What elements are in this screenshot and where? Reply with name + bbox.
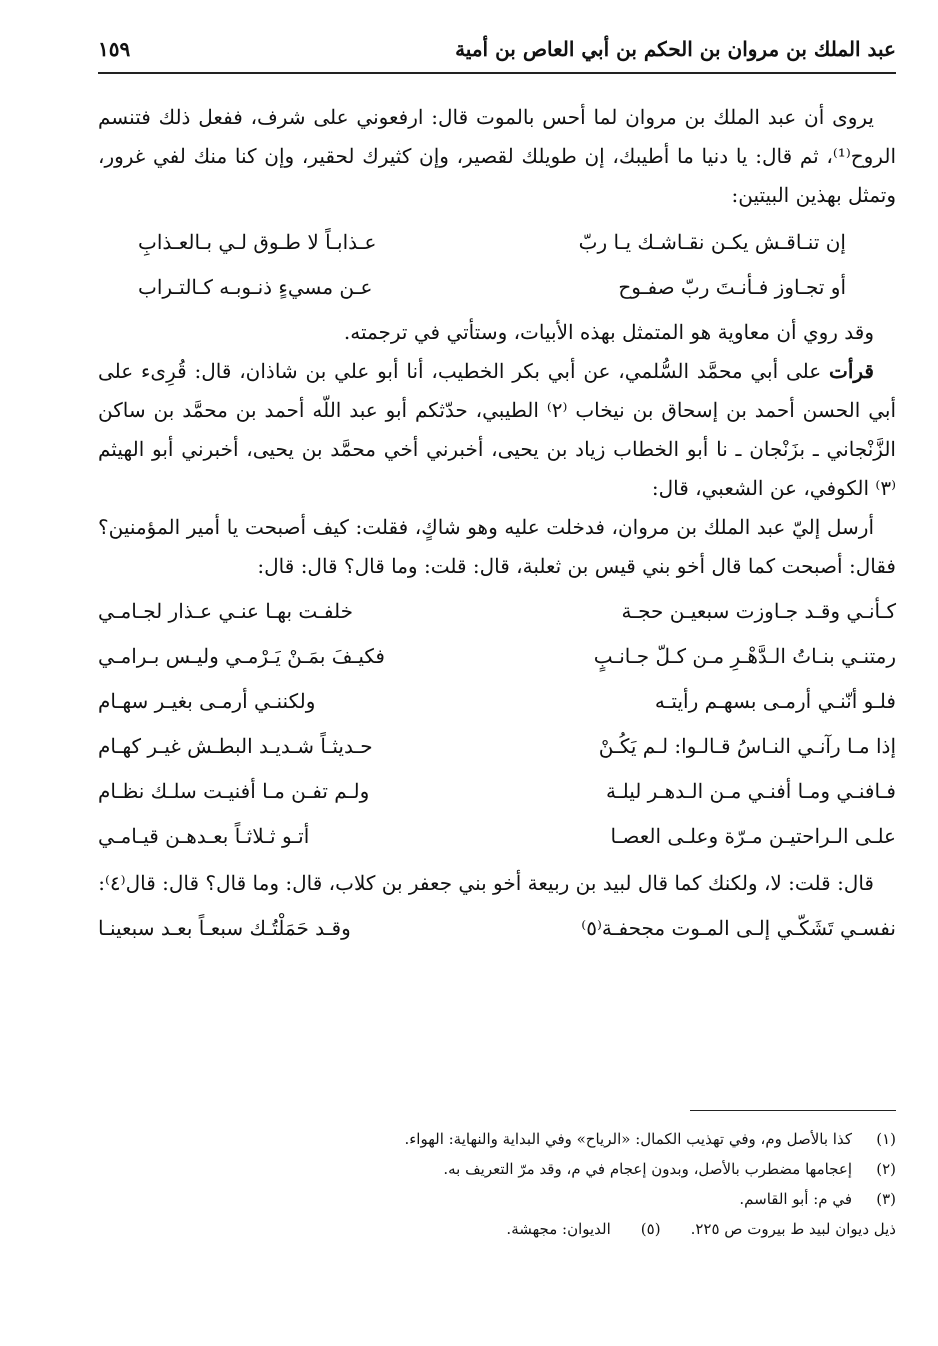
paragraph-2: وقد روي أن معاوية هو المتمثل بهذه الأبيات، وستأتي في ترجمته. <box>343 320 874 344</box>
footnote-number: (٥) <box>640 1220 661 1238</box>
footnote-4-text: ذيل ديوان لبيد ط بيروت ص ٢٢٥. <box>690 1220 896 1238</box>
verse-block-2 <box>98 588 896 858</box>
paragraph-5: قال: قلت: لا، ولكنك كما قال لبيد بن ربيعة أخو بني جعفر بن كلاب، قال: وما قال؟ قال: قال⁽٤⁾: <box>98 871 874 895</box>
verse-first-hemistich: علـى الـراحتيـن مـرّة وعلـى العصـا <box>610 823 896 848</box>
verse-line <box>98 813 896 858</box>
page-number: ١٥٩ <box>98 37 131 61</box>
verse-second-hemistich: ولـم تفـن مـا أفنيـت سلـك نظـام <box>98 778 370 803</box>
page-body <box>98 98 896 956</box>
verse-first-hemistich: أو تجـاوز فـأنـتَ ربّ صفـوح <box>618 274 846 299</box>
paragraph-lead-word: قرأت <box>829 359 874 383</box>
verse-line <box>98 723 896 768</box>
verse-line <box>98 905 896 950</box>
footnote-text: في م: أبو القاسم. <box>739 1190 852 1208</box>
verse-line <box>98 588 896 633</box>
verse-second-hemistich: عـذابـاً لا طـوق لـي بـالعـذابِ <box>138 229 377 254</box>
footnote-4-5 <box>150 1214 896 1244</box>
verse-second-hemistich: خلفـت بهـا عنـي عـذار لجـامـي <box>98 598 353 623</box>
footnote-number: (٢) <box>876 1160 896 1178</box>
verse-first-hemistich: إن تنـاقـش يكـن نقـاشـك يـا ربّ <box>578 229 846 254</box>
paragraph-1: يروى أن عبد الملك بن مروان لما أحس بالموت قال: ارفعوني على شرف، ففعل ذلك فتنسم الروح⁽¹⁾، ثم قال: يا دنيا ما أطيبك، إن طويلك لقصير، وإن كثيرك لحقير، وإن كنا منك لفي غرور، وتمثل بهذين البيتين: <box>98 105 896 207</box>
footnote-text: إعجامها مضطرب بالأصل، وبدون إعجام في م، وقد مرّ التعريف به. <box>443 1160 852 1178</box>
footnote-2 <box>150 1154 896 1184</box>
paragraph-3 <box>98 352 896 508</box>
verse-line <box>98 633 896 678</box>
verse-second-hemistich: حـديثـاً شـديـد البطـش غيـر كهـام <box>98 733 373 758</box>
footnote-separator <box>690 1110 896 1111</box>
verse-line <box>138 219 846 264</box>
verse-line <box>98 768 896 813</box>
footnote-text: كذا بالأصل وم، وفي تهذيب الكمال: «الرياح» وفي البداية والنهاية: الهواء. <box>404 1130 852 1148</box>
verse-second-hemistich: فكيـفَ بمَـنْ يَـرْمـي وليـس بـرامـي <box>98 643 385 668</box>
verse-second-hemistich: عـن مسيءٍ ذنـوبـه كـالتـراب <box>138 274 373 299</box>
verse-first-hemistich: فـافنـي ومـا أفنـي مـن الـدهـر ليلـة <box>605 778 896 803</box>
footnote-1 <box>150 1124 896 1154</box>
paragraph-3-text: على أبي محمَّد السُّلمي، عن أبي بكر الخطيب، أنا أبو علي بن شاذان، قال: قُرِىء على أبي الحسن أحمد بن إسحاق بن نيخاب ⁽٢⁾ الطيبي، حدّثكم أبو عبد اللّه أحمد بن محمَّد بن ساكن الزَّنْجاني ـ بزَنْجان ـ نا أبو الخطاب زياد بن يحيى، أخبرني أخي محمَّد بن يحيى، أخبرني أبو الهيثم ⁽٣⁾ الكوفي، عن الشعبي، قال: <box>98 359 896 500</box>
page-header <box>98 26 896 74</box>
footnote-3 <box>150 1184 896 1214</box>
verse-line <box>138 264 846 309</box>
footnotes <box>150 1124 896 1244</box>
verse-line <box>98 678 896 723</box>
verse-block-3 <box>98 905 896 950</box>
verse-block-1 <box>138 219 846 309</box>
verse-first-hemistich: إذا مـا رآنـي النـاسُ قـالـوا: لـم يَكُـنْ <box>598 733 896 758</box>
footnote-5-text: الديوان: مجهشة. <box>506 1220 611 1238</box>
footnote-number: (١) <box>876 1130 896 1148</box>
verse-first-hemistich: رمتنـي بنـاتُ الـدَّهْـرِ مـن كـلّ جـانـبٍ <box>593 643 896 668</box>
verse-first-hemistich: كـأنـي وقـد جـاوزت سبعيـن حجـة <box>621 598 896 623</box>
paragraph-4: أرسل إليّ عبد الملك بن مروان، فدخلت عليه وهو شاكٍ، فقلت: كيف أصبحت يا أمير المؤمنين؟ فقال: أصبحت كما قال أخو بني قيس بن ثعلبة، قال: قلت: وما قال؟ قال: قال: <box>98 515 896 578</box>
verse-second-hemistich: وقـد حَمَلْتُـك سبعـاً بعـد سبعينـا <box>98 915 351 940</box>
footnote-number: (٣) <box>876 1190 896 1208</box>
verse-second-hemistich: أتـو ثـلاثـاً بعـدهـن قيـامـي <box>98 823 310 848</box>
verse-first-hemistich: نفسـي تَشَكّـي إلـى المـوت مجحفـة⁽٥⁾ <box>581 915 896 940</box>
running-title: عبد الملك بن مروان بن الحكم بن أبي العاص بن أمية <box>455 37 896 61</box>
verse-second-hemistich: ولكننـي أرمـى بغيـر سهـام <box>98 688 316 713</box>
verse-first-hemistich: فلـو أنّنـي أرمـى بسهـم رأيتـه <box>654 688 896 713</box>
